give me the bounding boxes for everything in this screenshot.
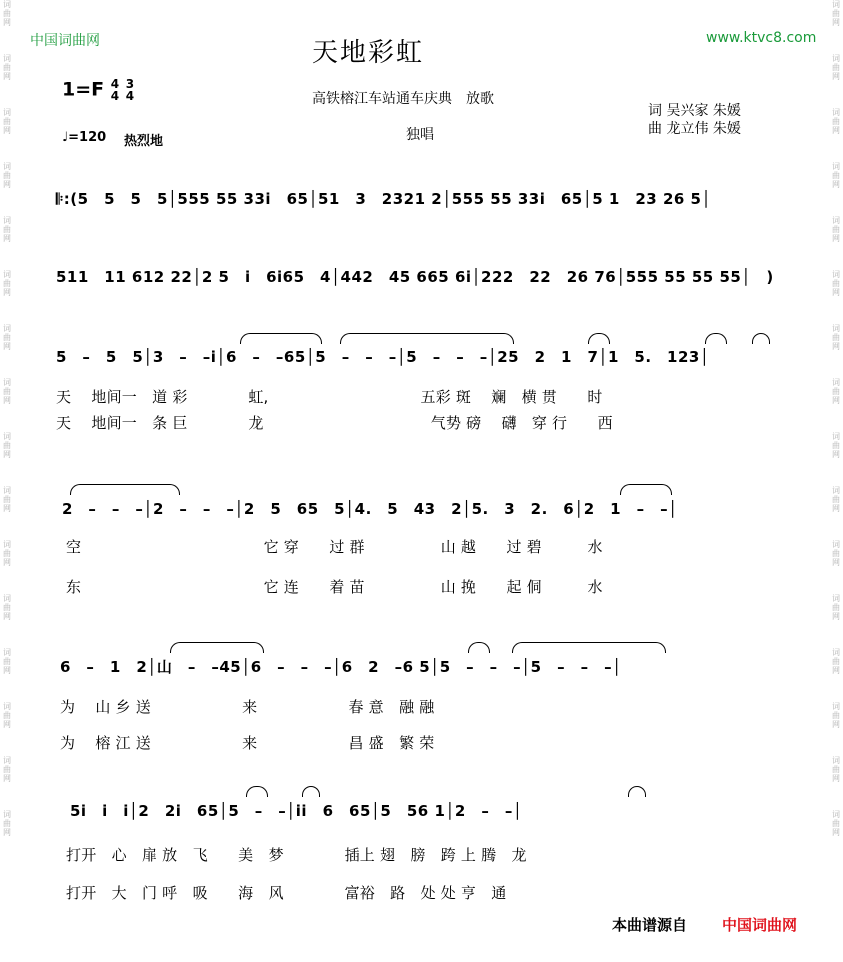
mood-marking: 热烈地: [124, 134, 164, 149]
lyric-line-5a: 为 山 乡 送 来 春 意 融 融: [60, 698, 435, 716]
side-watermark-left: 词 曲 网 词 曲 网 词 曲 网 词 曲 网 词 曲 网 词 曲 网 词 曲 网 词 曲 网 词 曲 网 词 曲 网 词 曲 网 词 曲 网 词 曲 网 词 曲 网 词 曲 网 词 曲 网: [3, 0, 11, 837]
source-site-link[interactable]: 中国词曲网: [722, 916, 798, 934]
slur-mark: [512, 642, 666, 653]
lyric-line-4b: 东 它 连 着 苗 山 挽 起 侗 水: [66, 578, 603, 596]
slur-mark: [246, 786, 268, 797]
key-signature: [62, 78, 134, 102]
slur-mark: [620, 484, 672, 495]
song-title: 天地彩虹: [312, 38, 425, 68]
side-watermark-right: 词 曲 网 词 曲 网 词 曲 网 词 曲 网 词 曲 网 词 曲 网 词 曲 网 词 曲 网 词 曲 网 词 曲 网 词 曲 网 词 曲 网 词 曲 网 词 曲 网 词 曲 网 词 曲 网: [832, 0, 840, 837]
lyric-line-6a: 打开 心 扉 放 飞 美 梦 插上 翅 膀 跨 上 腾 龙: [66, 846, 527, 864]
slur-mark: [170, 642, 264, 653]
music-line-3: 5 – 5 5│3 – –i│6 – –65│5 – – –│5 – – –│25 2 1 7│1 5. 123│: [56, 348, 710, 366]
tempo-marking: ♩=120: [62, 130, 107, 145]
slur-mark: [240, 333, 322, 344]
composer: 曲 龙立伟 朱媛: [648, 121, 741, 137]
slur-mark: [70, 484, 180, 495]
slur-mark: [468, 642, 490, 653]
music-line-4: 2 – – –│2 – – –│2 5 65 5│4. 5 43 2│5. 3 2. 6│2 1 – –│: [62, 500, 678, 518]
site-name-left[interactable]: 中国词曲网: [30, 33, 100, 49]
lyric-line-3b: 天 地间一 条 巨 龙 气势 磅 礴 穿 行 西: [56, 414, 613, 432]
music-line-2: 511 11 612 22│2 5 i 6i65 4│442 45 665 6i│222 22 26 76│555 55 55 55│ ): [56, 268, 774, 286]
slur-mark: [628, 786, 646, 797]
slur-mark: [588, 333, 610, 344]
lyricist: 词 吴兴家 朱媛: [648, 103, 741, 119]
key-label: 1=F: [62, 78, 105, 101]
music-line-1: 𝄆:(5 5 5 5│555 55 33i 65│51 3 2321 2│555 55 33i 65│5 1 23 26 5│: [56, 190, 712, 208]
lyric-line-6b: 打开 大 门 呼 吸 海 风 富裕 路 处 处 亨 通: [66, 884, 507, 902]
lyric-line-3a: 天 地间一 道 彩 虹, 五彩 斑 斓 横 贯 时: [56, 388, 603, 406]
source-label: 本曲谱源自: [612, 916, 688, 934]
slur-mark: [302, 786, 320, 797]
performance-type: 独唱: [406, 127, 434, 143]
slur-mark: [705, 333, 727, 344]
time-signature-2: 3 4: [125, 77, 135, 103]
lyric-line-5b: 为 榕 江 送 来 昌 盛 繁 荣: [60, 734, 435, 752]
time-signature-1: 4 4: [110, 77, 120, 103]
music-line-5: 6 – 1 2│山 – –45│6 – – –│6 2 –6 5│5 – – –│5 – – –│: [60, 658, 622, 676]
slur-mark: [752, 333, 770, 344]
site-url-right[interactable]: www.ktvc8.com: [706, 30, 817, 46]
slur-mark: [340, 333, 514, 344]
music-line-6: 5i i i│2 2i 65│5 – –│ii 6 65│5 56 1│2 – –│: [70, 802, 523, 820]
lyric-line-4a: 空 它 穿 过 群 山 越 过 碧 水: [66, 538, 603, 556]
subtitle: 高铁榕江车站通车庆典 放歌: [312, 91, 494, 107]
